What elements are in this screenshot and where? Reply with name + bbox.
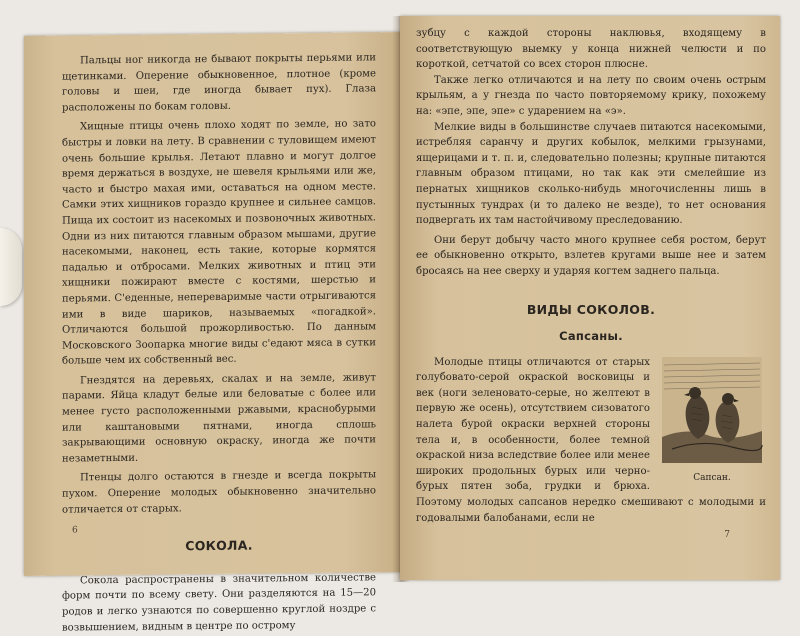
section-heading: СОКОЛА. [185,537,253,554]
paragraph: Мелкие виды в большинстве случаев питаются насекомыми, истребляя саранчу и других кобылок, мелкими грызунами, ящерицами и т. п. и, следовательно полезны; крупные питаются главным образом птицами, но так как эти смелейшие из пернатых хищников сколько-нибудь многочисленны лишь в пустынных тундрах (и то далеко не везде), то нет основания подвергать их там настойчивому преследованию. [416,121,766,227]
falcon-figure [658,357,766,487]
paragraph: Пальцы ног никогда не бывают покрыты перьями или щетинками. Оперение обыкновенное, плотное (кроме головы и шеи, где иногда бывает пух). Глаза расположены по бокам головы. [62,52,376,114]
paragraph: Птенцы долго остаются в гнезде и всегда покрыты пухом. Оперение молодых обыкновенно значительно отличается от старых. [62,469,376,516]
left-page-text [62,50,376,635]
paragraph: Гнездятся на деревьях, скалах и на земле, живут парами. Яйца кладут белые или беловатые с более или менее густо расположенными ржавыми, краснобурыми или каштановыми пятнами, иногда сплошь закрывающими основную окраску, иногда же почти незаметными. [62,372,376,465]
paragraph: зубцу с каждой стороны наклювья, входящему в соответствующую выемку у конца нижней челюсти и по короткой, сетчатой со всех сторон плюсне. [416,28,766,71]
paragraph: Также легко отличаются и на лету по своим очень острым крыльям, а у гнезда по часто повторяемому крику, похожему на: «эпе, эпе, эпе» с ударением на «э». [416,74,766,117]
figure-caption: Сапсан. [693,472,731,483]
right-page [400,16,780,580]
left-page [24,32,402,634]
page-number: 6 [72,525,78,536]
right-page-text [416,26,766,526]
section-heading: ВИДЫ СОКОЛОВ. [526,301,656,317]
paragraph: Сокола распространены в значительном количестве форм почти по всему свету. Они разделяются на 15—20 родов и легко узнаются по совершенно круглой ноздре с возвышением, видным в центре по острому [62,572,376,634]
paragraph: Они берут добычу часто много крупнее себя ростом, берут ее обыкновенно открыто, взлетев кругами выше нее и затем бросаясь на нее сверху и ударяя когтем заднего пальца. [416,234,766,277]
page-number: 7 [724,530,730,540]
paragraph: Хищные птицы очень плохо ходят по земле, но зато быстры и ловки на лету. В сравнении с туловищем имеют очень большие крылья. Летают плавно и могут долгое время держаться в воздухе, не шевеля крыльями или же, часто и быстро махая ими, оставаться на одном месте. Самки этих хищников гораздо крупнее и сильнее самцов. Пища их состоит из насекомых и позвоночных животных. Одни из них питаются главным образом мышами, другие насекомыми, наконец, есть такие, которые кормятся падалью и отбросами. Мелких животных и птиц эти хищники пожирают вместе с костями, шерстью и перьями. С'еденные, непереваримые части отрыгиваются ими в виде шариков, называемых «погадкой». Отличаются большой прожорливостью. По данным Московского Зоопарка многие виды с'едают мяса в сутки больше чем их собственный вес. [62,118,376,367]
falcon-engraving-image [662,357,762,463]
paragraph: Молодые птицы отличаются от старых голубовато-серой окраской восковицы и век (ноги зеленовато-серые, но желтеют в первую же осень), отсутствием сизоватого налета бурой окраски верхней стороны тела и, в особенности, более темной окраской низа вследствие более или менее широких продольных бурых или черно-бурых пятен зоба, грудки и брюха. Поэтому молодых сапсанов нередко смешивают с молодыми и годовалыми балобанами, если не [416,356,766,524]
subsection-heading: Сапсаны. [559,329,623,344]
binder-clip [0,228,22,306]
